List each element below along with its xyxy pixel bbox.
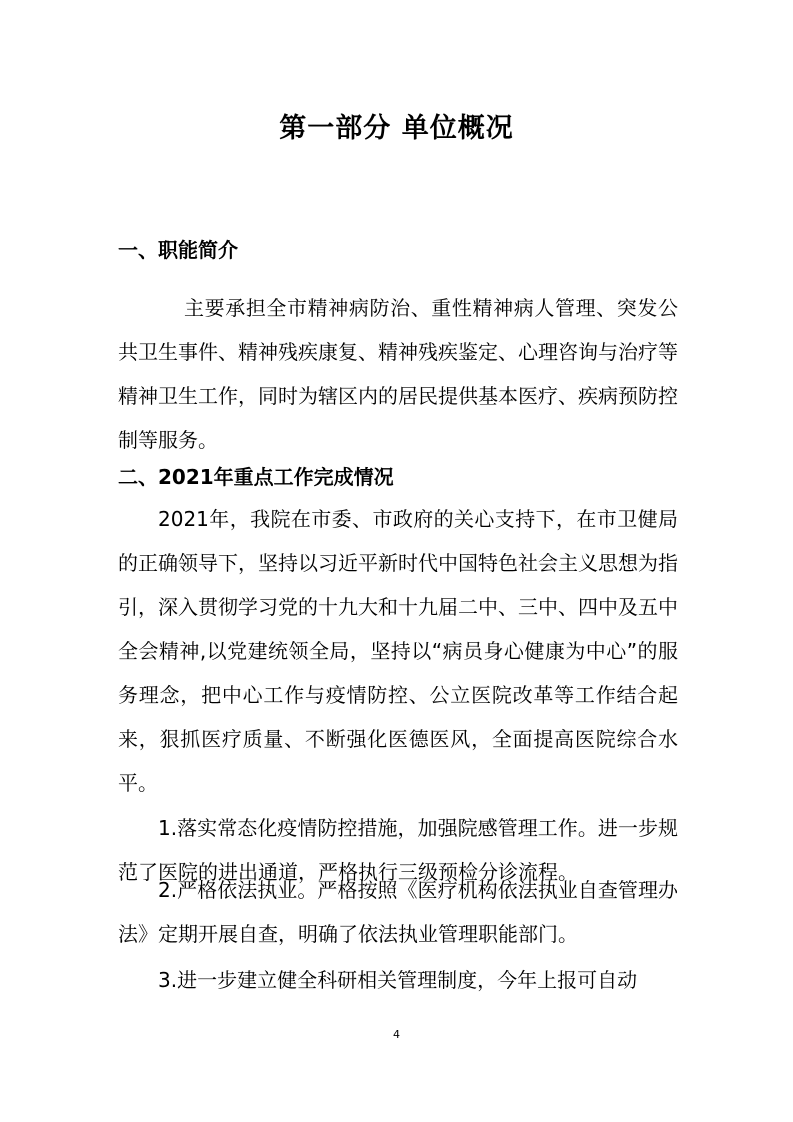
work-item-1: 1.落实常态化疫情防控措施，加强院感管理工作。进一步规范了医院的进出通道，严格执行三级预检分诊流程。 xyxy=(118,816,678,884)
functions-paragraph: 主要承担全市精神病防治、重性精神病人管理、突发公共卫生事件、精神残疾康复、精神残疾鉴定、心理咨询与治疗等精神卫生工作，同时为辖区内的居民提供基本医疗、疾病预防控制等服务。 xyxy=(118,296,678,452)
work-intro-paragraph: 2021年，我院在市委、市政府的关心支持下，在市卫健局的正确领导下，坚持以习近平新时代中国特色社会主义思想为指引，深入贯彻学习党的十九大和十九届二中、三中、四中及五中全会精神,以党建统领全局，坚持以“病员身心健康为中心”的服务理念，把中心工作与疫情防控、公立医院改革等工作结合起来，狠抓医疗质量、不断强化医德医风，全面提高医院综合水平。 xyxy=(118,507,678,795)
page-title: 第一部分 单位概况 xyxy=(279,113,514,144)
page-number: 4 xyxy=(393,1028,400,1041)
work-item-3: 3.进一步建立健全科研相关管理制度，今年上报可自动 xyxy=(158,968,638,992)
section-heading-functions: 一、职能简介 xyxy=(118,238,238,262)
work-item-2: 2.严格依法执业。严格按照《医疗机构依法执业自查管理办法》定期开展自查，明确了依法执业管理职能部门。 xyxy=(118,878,678,946)
section-heading-work-2021: 二、2021年重点工作完成情况 xyxy=(118,465,394,489)
